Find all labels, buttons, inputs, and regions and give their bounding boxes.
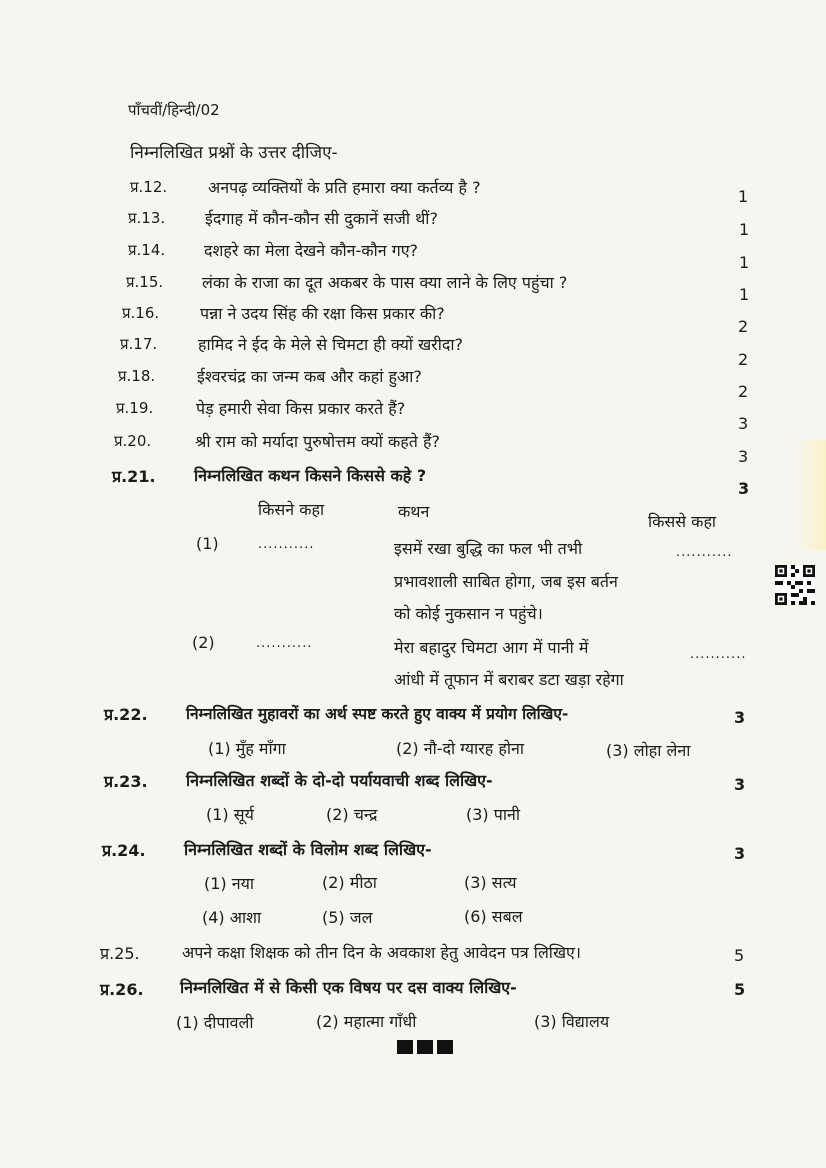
option-item: (2) चन्द्र xyxy=(326,805,378,824)
paper-header: पाँचवीं/हिन्दी/02 xyxy=(128,101,220,119)
question-marks: 3 xyxy=(738,479,750,498)
section-intro: निम्नलिखित प्रश्नों के उत्तर दीजिए- xyxy=(130,143,338,163)
question-marks: 1 xyxy=(739,220,750,239)
question-text: श्री राम को मर्यादा पुरुषोत्तम क्यों कहते हैं? xyxy=(195,432,440,451)
question-number: प्र.14. xyxy=(128,241,166,259)
column-header-statement: कथन xyxy=(398,502,430,521)
question-marks: 3 xyxy=(734,775,746,794)
question-text: निम्नलिखित शब्दों के दो-दो पर्यायवाची शब्द लिखिए- xyxy=(186,771,493,790)
question-number: प्र.25. xyxy=(100,944,140,963)
question-marks: 5 xyxy=(734,946,745,965)
question-text: दशहरे का मेला देखने कौन-कौन गए? xyxy=(204,241,419,260)
question-number: प्र.23. xyxy=(104,772,148,791)
question-marks: 3 xyxy=(738,414,749,433)
option-item: (3) विद्यालय xyxy=(534,1012,610,1031)
option-item: (2) महात्मा गाँधी xyxy=(316,1012,417,1031)
option-item: (5) जल xyxy=(322,908,373,927)
option-item: (3) सत्य xyxy=(464,873,517,892)
question-number: प्र.17. xyxy=(120,335,158,353)
option-item: (4) आशा xyxy=(202,908,262,927)
question-text: अपने कक्षा शिक्षक को तीन दिन के अवकाश हेतु आवेदन पत्र लिखिए। xyxy=(182,943,581,962)
option-item: (1) नया xyxy=(204,874,255,893)
question-marks: 2 xyxy=(738,382,749,401)
question-text: पन्ना ने उदय सिंह की रक्षा किस प्रकार की? xyxy=(200,304,445,323)
column-header-whom: किससे कहा xyxy=(648,512,717,531)
option-item: (3) लोहा लेना xyxy=(606,741,691,760)
end-block xyxy=(437,1040,453,1054)
end-of-paper-marks xyxy=(397,1040,453,1054)
statement-line: प्रभावशाली साबित होगा, जब इस बर्तन xyxy=(394,572,618,591)
question-marks: 3 xyxy=(734,708,746,727)
question-marks: 3 xyxy=(734,844,746,863)
question-marks: 2 xyxy=(738,350,749,369)
question-text: निम्नलिखित कथन किसने किससे कहे ? xyxy=(194,466,427,485)
option-item: (1) सूर्य xyxy=(206,805,254,824)
answer-blank: ........... xyxy=(258,537,315,552)
question-text: ईदगाह में कौन-कौन सी दुकानें सजी थीं? xyxy=(205,209,438,228)
question-text: पेड़ हमारी सेवा किस प्रकार करते हैं? xyxy=(196,399,406,418)
option-item: (2) नौ-दो ग्यारह होना xyxy=(396,739,524,758)
question-text: अनपढ़ व्यक्तियों के प्रति हमारा क्या कर्तव्य है ? xyxy=(208,178,481,197)
question-marks: 5 xyxy=(734,980,746,999)
edge-glow xyxy=(796,440,826,550)
question-number: प्र.24. xyxy=(102,841,146,860)
qr-code-icon xyxy=(775,565,815,605)
question-number: प्र.21. xyxy=(112,467,156,486)
statement-line: इसमें रखा बुद्धि का फल भी तभी xyxy=(394,539,583,558)
option-item: (2) मीठा xyxy=(322,873,377,892)
answer-blank: ........... xyxy=(256,636,313,651)
question-text: निम्नलिखित में से किसी एक विषय पर दस वाक्य लिखिए- xyxy=(180,978,517,997)
question-text: निम्नलिखित शब्दों के विलोम शब्द लिखिए- xyxy=(184,840,432,859)
question-number: प्र.26. xyxy=(100,980,144,999)
option-item: (1) मुँह माँगा xyxy=(208,739,286,758)
statement-line: आंधी में तूफान में बराबर डटा खड़ा रहेगा xyxy=(394,670,624,689)
question-marks: 3 xyxy=(738,447,749,466)
question-number: प्र.13. xyxy=(128,209,166,227)
question-marks: 2 xyxy=(738,317,749,336)
end-block xyxy=(417,1040,433,1054)
statement-line: मेरा बहादुर चिमटा आग में पानी में xyxy=(394,638,589,657)
question-number: प्र.12. xyxy=(130,178,168,196)
question-text: हामिद ने ईद के मेले से चिमटा ही क्यों खरीदा? xyxy=(198,335,463,354)
question-text: ईश्वरचंद्र का जन्म कब और कहां हुआ? xyxy=(197,367,422,386)
option-item: (3) पानी xyxy=(466,805,521,824)
option-item: (6) सबल xyxy=(464,907,523,926)
answer-blank: ........... xyxy=(676,545,733,560)
question-number: प्र.20. xyxy=(114,432,152,450)
question-number: प्र.19. xyxy=(116,399,154,417)
question-text: निम्नलिखित मुहावरों का अर्थ स्पष्ट करते हुए वाक्य में प्रयोग लिखिए- xyxy=(186,705,569,723)
column-header-who: किसने कहा xyxy=(258,500,325,519)
question-marks: 1 xyxy=(738,187,749,206)
question-number: प्र.15. xyxy=(126,273,164,291)
question-marks: 1 xyxy=(739,285,750,304)
item-label: (1) xyxy=(196,534,219,553)
question-marks: 1 xyxy=(739,253,750,272)
question-number: प्र.22. xyxy=(104,705,148,724)
item-label: (2) xyxy=(192,633,215,652)
end-block xyxy=(397,1040,413,1054)
question-number: प्र.18. xyxy=(118,367,156,385)
statement-line: को कोई नुकसान न पहुंचे। xyxy=(394,604,543,623)
question-text: लंका के राजा का दूत अकबर के पास क्या लाने के लिए पहुंचा ? xyxy=(202,273,568,292)
answer-blank: ........... xyxy=(690,647,747,662)
question-number: प्र.16. xyxy=(122,304,160,322)
option-item: (1) दीपावली xyxy=(176,1013,254,1032)
